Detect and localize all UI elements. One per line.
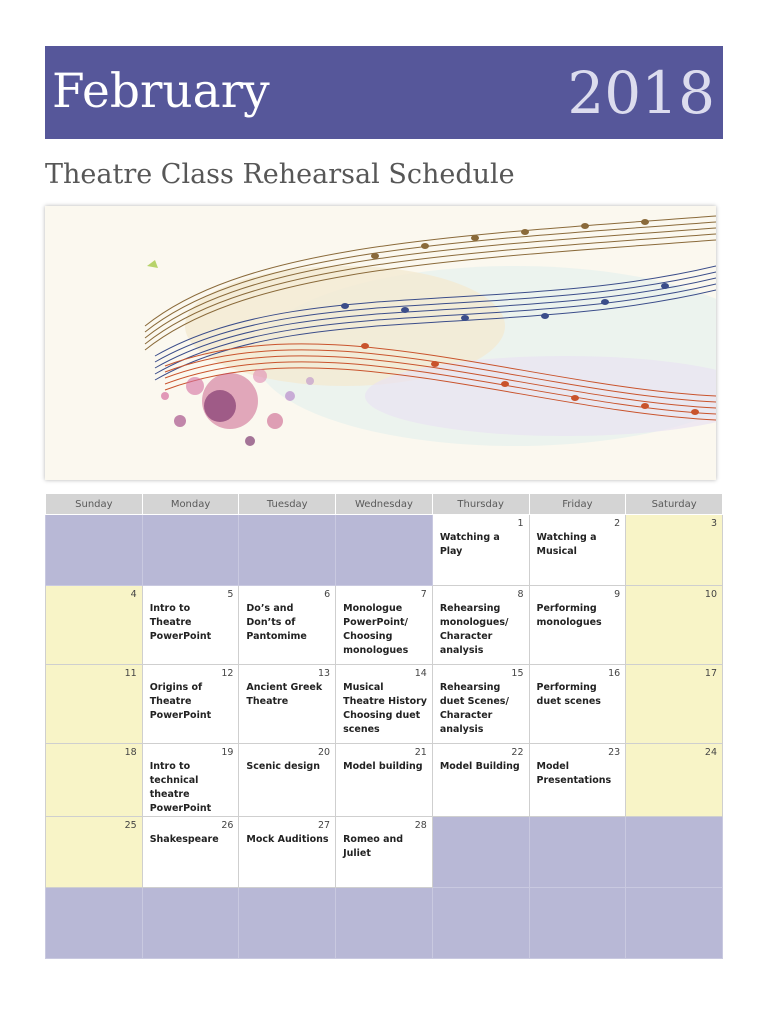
day-event: Model Presentations — [536, 761, 612, 786]
day-number: 15 — [511, 668, 524, 679]
day-event: Performing duet scenes — [536, 682, 601, 707]
day-cell — [142, 665, 239, 744]
day-number: 28 — [414, 820, 427, 831]
day-number: 21 — [414, 747, 427, 758]
day-cell — [432, 515, 529, 586]
header-banner — [45, 46, 723, 139]
day-number: 12 — [221, 668, 234, 679]
empty-day-cell — [142, 515, 239, 586]
day-number: 1 — [517, 518, 524, 529]
empty-day-cell — [626, 817, 723, 888]
day-event: Mock Auditions — [246, 834, 329, 845]
day-event: Watching a Play — [439, 532, 500, 557]
empty-day-cell — [626, 888, 723, 959]
day-number: 23 — [608, 747, 621, 758]
day-event: Romeo and Juliet — [343, 834, 404, 859]
day-number: 27 — [318, 820, 331, 831]
day-cell — [432, 744, 529, 817]
empty-day-cell — [529, 888, 626, 959]
day-cell — [432, 586, 529, 665]
day-cell — [142, 586, 239, 665]
empty-day-cell — [46, 515, 143, 586]
schedule-subtitle: Theatre Class Rehearsal Schedule — [45, 159, 515, 190]
weekend-day-cell — [46, 817, 143, 888]
weekend-day-cell — [626, 586, 723, 665]
day-event: Monologue PowerPoint/ Choosing monologues — [343, 603, 409, 656]
empty-day-cell — [432, 817, 529, 888]
day-number: 20 — [318, 747, 331, 758]
day-cell — [239, 665, 336, 744]
month-title: February — [52, 64, 270, 119]
day-cell — [239, 817, 336, 888]
day-cell — [239, 744, 336, 817]
weekday-header: Thursday — [432, 494, 529, 515]
empty-day-cell — [336, 515, 433, 586]
day-number: 24 — [704, 747, 717, 758]
day-event: Origins of Theatre PowerPoint — [149, 682, 212, 721]
day-event: Intro to technical theatre PowerPoint — [149, 761, 212, 814]
day-cell — [529, 586, 626, 665]
day-number: 18 — [124, 747, 137, 758]
day-number: 14 — [414, 668, 427, 679]
weekday-header: Monday — [142, 494, 239, 515]
day-number: 26 — [221, 820, 234, 831]
weekend-day-cell — [46, 665, 143, 744]
day-number: 11 — [124, 668, 137, 679]
day-number: 9 — [614, 589, 621, 600]
calendar-week — [46, 888, 723, 959]
day-cell — [239, 586, 336, 665]
day-cell — [432, 665, 529, 744]
day-number: 7 — [420, 589, 427, 600]
weekend-day-cell — [626, 744, 723, 817]
day-number: 6 — [324, 589, 331, 600]
weekend-day-cell — [626, 665, 723, 744]
calendar-week — [46, 515, 723, 586]
year-title: 2018 — [567, 59, 715, 127]
day-number: 25 — [124, 820, 137, 831]
day-cell — [529, 744, 626, 817]
weekday-header: Tuesday — [239, 494, 336, 515]
day-number: 4 — [130, 589, 137, 600]
day-event: Shakespeare — [149, 834, 219, 845]
day-cell — [529, 665, 626, 744]
day-event: Intro to Theatre PowerPoint — [149, 603, 212, 642]
day-number: 13 — [318, 668, 331, 679]
weekday-header-row — [46, 494, 723, 515]
day-event: Model building — [343, 761, 423, 772]
empty-day-cell — [239, 515, 336, 586]
day-cell — [142, 744, 239, 817]
calendar-week — [46, 586, 723, 665]
weekday-header: Wednesday — [336, 494, 433, 515]
day-event: Performing monologues — [536, 603, 602, 628]
calendar-grid — [45, 493, 723, 959]
calendar-week — [46, 744, 723, 817]
day-event: Scenic design — [246, 761, 320, 772]
empty-day-cell — [142, 888, 239, 959]
day-number: 22 — [511, 747, 524, 758]
empty-day-cell — [46, 888, 143, 959]
calendar-week — [46, 665, 723, 744]
day-number: 2 — [614, 518, 621, 529]
day-event: Ancient Greek Theatre — [246, 682, 323, 707]
day-cell — [142, 817, 239, 888]
calendar-week — [46, 817, 723, 888]
weekday-header: Sunday — [46, 494, 143, 515]
weekend-day-cell — [46, 586, 143, 665]
day-event: Watching a Musical — [536, 532, 597, 557]
weekday-header: Friday — [529, 494, 626, 515]
day-event: Model Building — [439, 761, 520, 772]
day-number: 5 — [227, 589, 234, 600]
day-cell — [336, 586, 433, 665]
day-number: 16 — [608, 668, 621, 679]
day-number: 3 — [710, 518, 717, 529]
day-cell — [336, 665, 433, 744]
day-event: Musical Theatre History Choosing duet scenes — [343, 682, 427, 735]
weekend-day-cell — [46, 744, 143, 817]
music-notes-illustration — [45, 206, 716, 480]
day-number: 19 — [221, 747, 234, 758]
day-number: 8 — [517, 589, 524, 600]
day-event: Rehearsing monologues/ Character analysis — [439, 603, 509, 656]
weekend-day-cell — [626, 515, 723, 586]
empty-day-cell — [432, 888, 529, 959]
day-cell — [336, 744, 433, 817]
day-number: 10 — [704, 589, 717, 600]
day-event: Rehearsing duet Scenes/ Character analysis — [439, 682, 509, 735]
empty-day-cell — [239, 888, 336, 959]
day-cell — [336, 817, 433, 888]
day-cell — [529, 515, 626, 586]
empty-day-cell — [336, 888, 433, 959]
empty-day-cell — [529, 817, 626, 888]
day-number: 17 — [704, 668, 717, 679]
weekday-header: Saturday — [626, 494, 723, 515]
day-event: Do’s and Don’ts of Pantomime — [246, 603, 307, 642]
